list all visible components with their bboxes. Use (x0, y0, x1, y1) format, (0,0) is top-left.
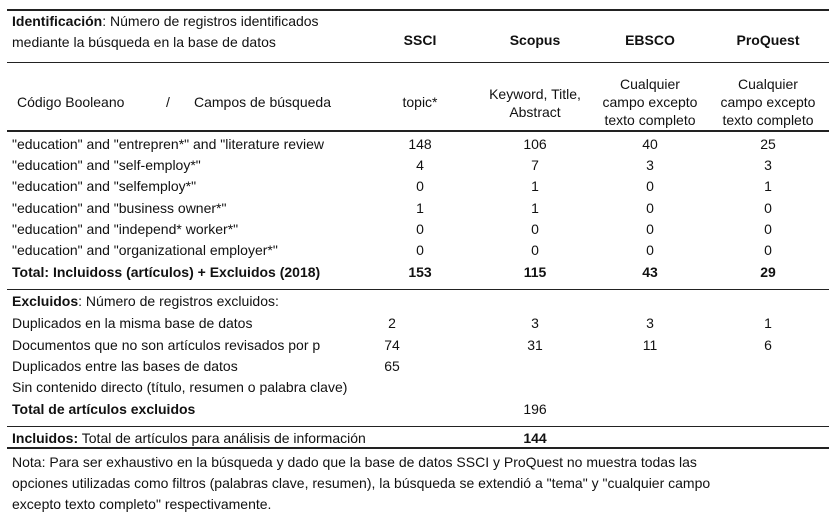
row-value: 7 (531, 157, 539, 173)
row-value: 40 (642, 136, 658, 152)
excluded-row-value: 65 (384, 358, 400, 374)
row-label-2: "education" and "self-employ*" (12, 157, 201, 173)
row-value: 0 (416, 178, 424, 194)
field-scopus (478, 85, 592, 121)
ident-label: Identificación (12, 13, 103, 29)
rule-bottom (7, 447, 829, 449)
col-header-ebsco: EBSCO (625, 32, 675, 48)
excluded-row-label: Duplicados entre las bases de datos (12, 358, 238, 374)
row-value: 0 (416, 242, 424, 258)
fields-label: Campos de búsqueda (194, 94, 331, 110)
excluded-row-value: 6 (764, 337, 772, 353)
field-scopus-line-2: Abstract (509, 104, 561, 120)
row-value: 1 (531, 200, 539, 216)
row-label-1: "education" and "entrepren*" and "literature review (12, 136, 325, 152)
field-ebsco (593, 75, 707, 129)
ident-line-1 (12, 12, 319, 30)
row-value: 0 (764, 242, 772, 258)
row-value: 1 (764, 178, 772, 194)
excluded-text: : Número de registros excluidos: (78, 293, 279, 309)
row-value: 25 (760, 136, 776, 152)
row-value: 0 (531, 221, 539, 237)
excluded-row-label: Sin contenido directo (título, resumen o palabra clave) (12, 379, 348, 395)
excluded-row-label: Documentos que no son artículos revisados por p (12, 337, 321, 353)
row-value: 148 (408, 136, 432, 152)
header-slash: / (166, 94, 170, 110)
row-value: 4 (416, 157, 424, 173)
row-value: 0 (531, 242, 539, 258)
rule-total (7, 289, 829, 290)
rule-header-2 (7, 130, 829, 132)
row-value: 0 (646, 242, 654, 258)
row-label-6: "education" and "organizational employer*" (12, 242, 278, 258)
excluded-row-value: 1 (764, 315, 772, 331)
excluded-row-value: 11 (642, 337, 658, 353)
rule-included (7, 426, 829, 427)
excluded-label: Excluidos (12, 293, 79, 309)
field-proquest (711, 75, 825, 129)
ident-line-2: mediante la búsqueda en la base de datos (12, 34, 276, 50)
note-line-1: Nota: Para ser exhaustivo en la búsqueda y dado que la base de datos SSCI y ProQuest no muestra todas las (12, 454, 697, 470)
rule-header-1 (7, 62, 829, 63)
row-value: 1 (531, 178, 539, 194)
excluded-row-value: 3 (646, 315, 654, 331)
excluded-row-value: 31 (527, 337, 543, 353)
col-header-proquest: ProQuest (736, 32, 800, 48)
included-text: Total de artículos para análisis de información (78, 430, 366, 446)
field-proquest-line-1: Cualquier (738, 76, 798, 92)
excluded-row-value: 74 (384, 337, 400, 353)
field-ebsco-line-1: Cualquier (620, 76, 680, 92)
rule-top (7, 9, 829, 11)
note-line-2: opciones utilizadas como filtros (palabras clave, resumen), la búsqueda se extendió a "tema" y "cualquier campo (12, 475, 711, 491)
row-value: 0 (646, 221, 654, 237)
field-proquest-line-2: campo excepto (720, 94, 816, 110)
field-ebsco-line-2: campo excepto (602, 94, 698, 110)
row-value: 3 (646, 157, 654, 173)
total-label: Total: Incluidoss (artículos) + Excluidos (2018) (12, 264, 321, 280)
included-line (12, 429, 366, 447)
field-ssci: topic* (402, 94, 438, 110)
excluded-heading (12, 292, 279, 310)
row-label-3: "education" and "selfemploy*" (12, 178, 197, 194)
ident-text-1: : Número de registros identificados (102, 13, 319, 29)
total-value: 29 (760, 264, 776, 280)
col-header-ssci: SSCI (403, 32, 437, 48)
row-value: 1 (416, 200, 424, 216)
row-value: 0 (646, 200, 654, 216)
excluded-row-value: 2 (388, 315, 396, 331)
boolean-label: Código Booleano (17, 94, 125, 110)
col-header-scopus: Scopus (509, 32, 561, 48)
row-label-5: "education" and "independ* worker*" (12, 221, 239, 237)
row-value: 0 (416, 221, 424, 237)
excluded-total-label: Total de artículos excluidos (12, 401, 196, 417)
row-value: 0 (764, 200, 772, 216)
field-ebsco-line-3: texto completo (604, 112, 696, 128)
row-value: 106 (523, 136, 547, 152)
row-value: 3 (764, 157, 772, 173)
row-label-4: "education" and "business owner*" (12, 200, 227, 216)
note-line-3: excepto texto completo" respectivamente. (12, 496, 272, 512)
excluded-row-label: Duplicados en la misma base de datos (12, 315, 253, 331)
row-value: 0 (646, 178, 654, 194)
field-scopus-line-1: Keyword, Title, (489, 86, 581, 102)
excluded-total-value: 196 (523, 401, 547, 417)
total-value: 115 (523, 264, 547, 280)
total-value: 43 (642, 264, 658, 280)
row-value: 0 (764, 221, 772, 237)
excluded-row-value: 3 (531, 315, 539, 331)
included-value: 144 (523, 430, 547, 446)
total-value: 153 (408, 264, 432, 280)
included-label: Incluidos: (12, 430, 79, 446)
field-proquest-line-3: texto completo (722, 112, 814, 128)
